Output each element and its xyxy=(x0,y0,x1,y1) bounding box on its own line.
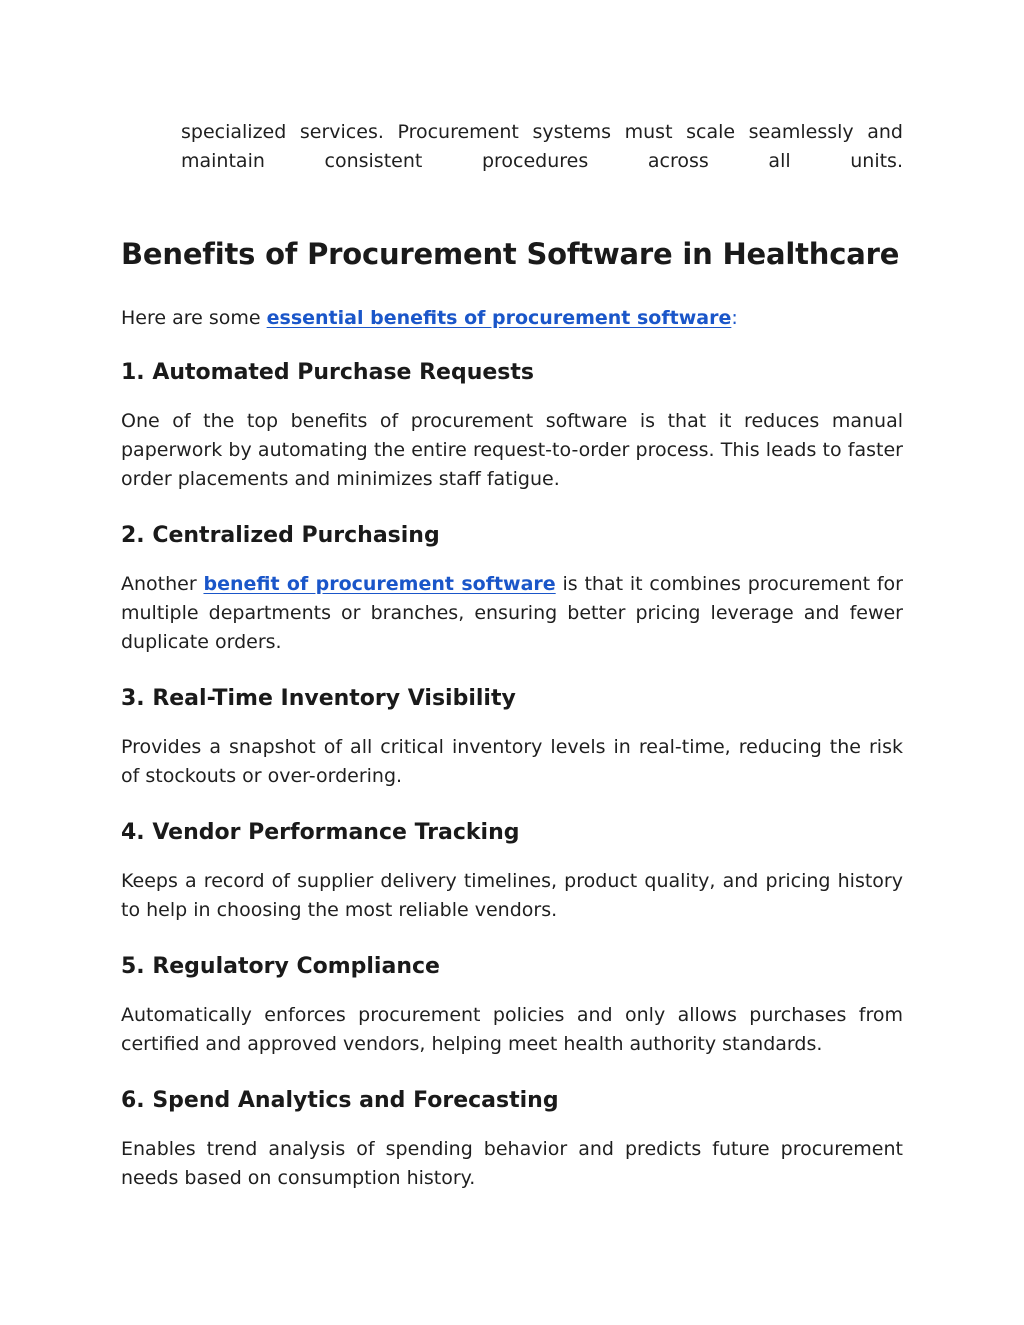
page-title: Benefits of Procurement Software in Healthcare xyxy=(121,237,900,271)
intro-paragraph xyxy=(121,304,903,333)
section-real-time-inventory-visibility xyxy=(121,683,903,791)
section-heading: 6. Spend Analytics and Forecasting xyxy=(121,1088,559,1113)
section-body: One of the top benefits of procurement software is that it reduces manual paperwork by automating the entire request-to-order process. This leads to faster order placements and minimizes staff fatigue. xyxy=(121,410,903,490)
section-centralized-purchasing xyxy=(121,520,903,657)
section-automated-purchase-requests xyxy=(121,357,903,494)
section-heading: 5. Regulatory Compliance xyxy=(121,954,440,979)
continuation-paragraph xyxy=(181,118,903,176)
section-regulatory-compliance xyxy=(121,951,903,1059)
section-heading: 4. Vendor Performance Tracking xyxy=(121,820,520,845)
continuation-line-2: maintain consistent procedures across all units. xyxy=(181,150,903,172)
section-heading: 3. Real-Time Inventory Visibility xyxy=(121,686,516,711)
intro-colon: : xyxy=(731,307,738,329)
essential-benefits-link[interactable]: essential benefits of procurement software xyxy=(266,307,732,329)
section-spend-analytics-forecasting xyxy=(121,1085,903,1193)
benefit-of-procurement-software-link[interactable]: benefit of procurement software xyxy=(203,573,556,595)
section-heading: 2. Centralized Purchasing xyxy=(121,523,440,548)
section-body: Provides a snapshot of all critical inventory levels in real-time, reducing the risk of stockouts or over-ordering. xyxy=(121,736,903,787)
section-vendor-performance-tracking xyxy=(121,817,903,925)
continuation-line-1: specialized services. Procurement systems must scale seamlessly and xyxy=(181,121,903,143)
section-heading: 1. Automated Purchase Requests xyxy=(121,360,535,385)
section-body: Automatically enforces procurement policies and only allows purchases from certified and approved vendors, helping meet health authority standards. xyxy=(121,1004,903,1055)
section-body-text: Another xyxy=(121,573,204,595)
intro-text: Here are some xyxy=(121,307,267,329)
section-body: Enables trend analysis of spending behavior and predicts future procurement needs based on consumption history. xyxy=(121,1138,903,1189)
main-content xyxy=(121,232,903,1219)
section-body: Keeps a record of supplier delivery timelines, product quality, and pricing history to help in choosing the most reliable vendors. xyxy=(121,870,903,921)
section-body xyxy=(121,570,903,657)
section-body-text: is that it combines procurement for multiple departments or branches, ensuring better pricing leverage and fewer duplicate orders. xyxy=(121,573,903,653)
